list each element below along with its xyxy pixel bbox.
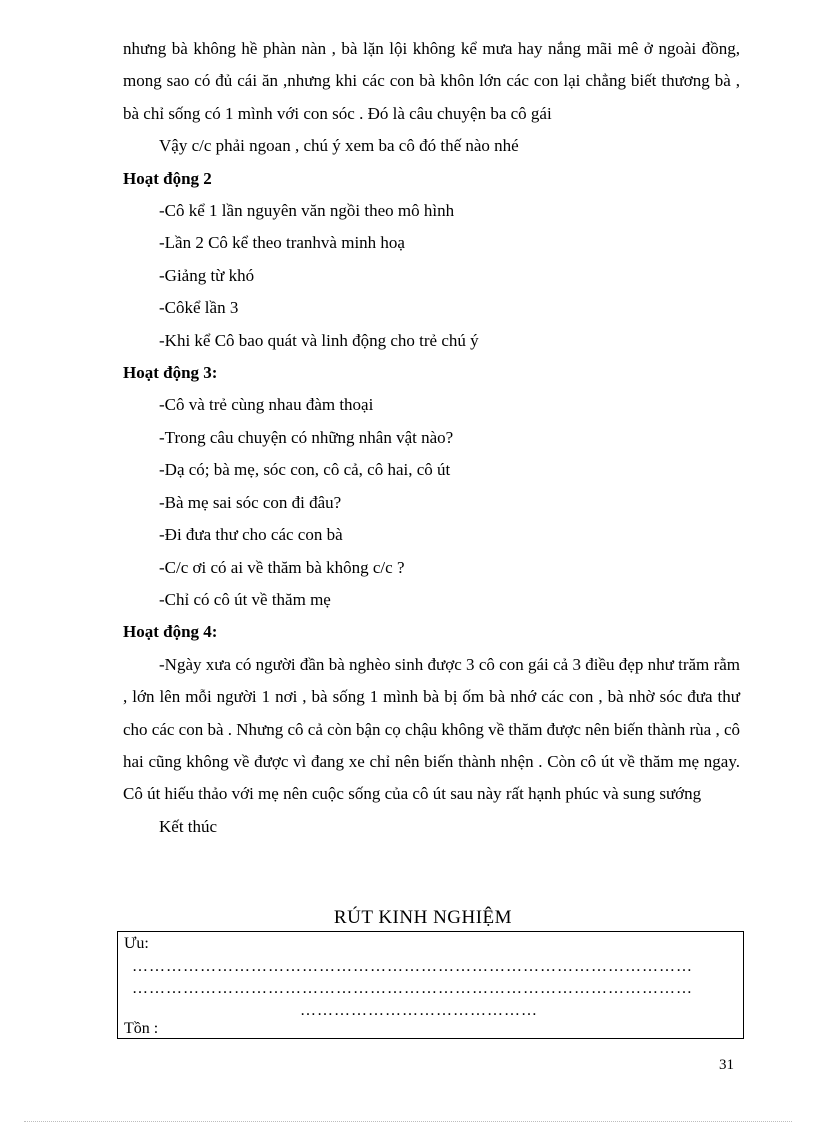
activity-2-item: -Giảng từ khó (159, 265, 255, 285)
activity-2-item: -Cô kể 1 lần nguyên văn ngồi theo mô hình (159, 201, 455, 221)
review-dotted-line: …………………………………… (300, 1002, 538, 1019)
activity-3-item: -Dạ có; bà mẹ, sóc con, cô cả, cô hai, cô út (159, 460, 451, 480)
review-title: RÚT KINH NGHIỆM (333, 907, 513, 928)
review-dotted-line: ……………………………………………………………………………………… (132, 980, 693, 997)
lesson-body (123, 33, 740, 843)
activity-2-heading: Hoạt động 2 (123, 168, 212, 188)
activity-2-item: -Côkể lần 3 (159, 298, 239, 318)
activity-4-closing: Kết thúc (159, 816, 218, 836)
activity-2-item: -Khi kể Cô bao quát và linh động cho trẻ chú ý (159, 330, 479, 350)
footer-divider (24, 1121, 792, 1122)
activity-3-item: -Bà mẹ sai sóc con đi đâu? (159, 492, 342, 512)
activity-3-item: -Đi đưa thư cho các con bà (159, 525, 343, 545)
review-dotted-line: ……………………………………………………………………………………… (132, 958, 693, 975)
page-number: 31 (719, 1057, 734, 1073)
activity-2-item: -Lần 2 Cô kể theo tranhvà minh hoạ (159, 233, 405, 253)
review-strengths-label: Ưu: (124, 935, 149, 952)
activity-3-item: -C/c ơi có ai về thăm bà không c/c ? (159, 557, 405, 577)
intro-paragraph: nhưng bà không hề phàn nàn , bà lặn lội không kể mưa hay nắng mãi mê ở ngoài đồng, mong sao có đủ cái ăn ,nhưng khi các con bà khôn lớn các con lại chẳng biết thương bà , bà chỉ sống có 1 mình với con sóc . Đó là câu chuyện ba cô gái (123, 39, 740, 123)
review-remaining-label: Tồn : (124, 1020, 159, 1037)
activity-4-heading: Hoạt động 4: (123, 622, 218, 642)
activity-3-heading: Hoạt động 3: (123, 363, 218, 383)
review-box (117, 931, 744, 1039)
activity-3-item: -Chỉ có cô út về thăm mẹ (159, 589, 331, 609)
activity-3-item: -Cô và trẻ cùng nhau đàm thoại (159, 395, 374, 415)
intro-closing: Vậy c/c phải ngoan , chú ý xem ba cô đó thế nào nhé (159, 136, 519, 156)
activity-4-paragraph: -Ngày xưa có người đần bà nghèo sinh được 3 cô con gái cả 3 điều đẹp như trăm rằm , lớn lên mỗi người 1 nơi , bà sống 1 mình bà bị ốm bà nhớ các con , bà nhờ sóc đưa thư cho các con bà . Nhưng cô cả còn bận cọ chậu không về thăm được nên biến thành rùa , cô hai cũng không về được vì đang xe chỉ nên biến thành nhện . Còn cô út về thăm mẹ ngay. Cô út hiếu thảo với mẹ nên cuộc sống của cô út sau này rất hạnh phúc và sung sướng (123, 654, 740, 804)
activity-3-item: -Trong câu chuyện có những nhân vật nào? (159, 427, 454, 447)
